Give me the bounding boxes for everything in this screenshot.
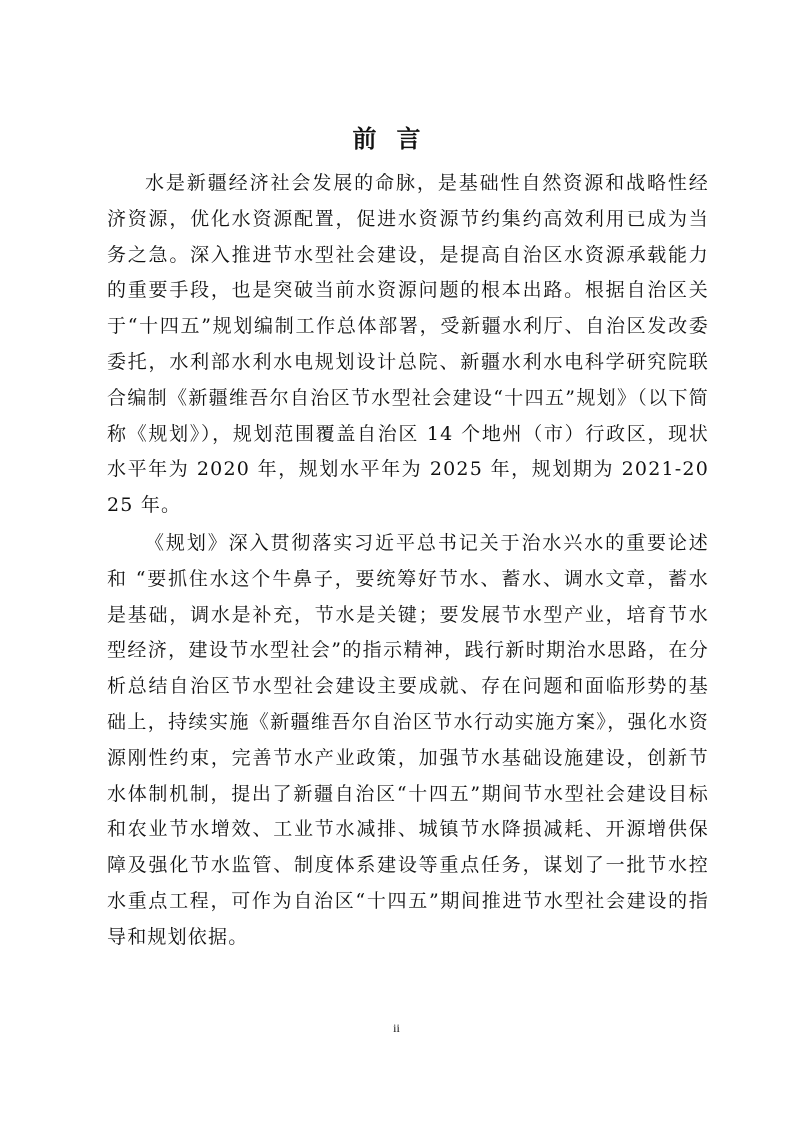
body-text xyxy=(107,166,709,956)
page-number: ii xyxy=(393,1021,400,1035)
page-title: 前言 xyxy=(352,125,441,153)
paragraph-intro: 水是新疆经济社会发展的命脉，是基础性自然资源和战略性经济资源，优化水资源配置，促进水资源节约集约高效利用已成为当务之急。深入推进节水型社会建设，是提高自治区水资源承载能力的重要手段，也是突破当前水资源问题的根本出路。根据自治区关于“十四五”规划编制工作总体部署，受新疆水利厅、自治区发改委委托，水利部水利水电规划设计总院、新疆水利水电科学研究院联合编制《新疆维吾尔自治区节水型社会建设“十四五”规划》（以下简称《规划》），规划范围覆盖自治区 14 个地州（市）行政区，现状水平年为 2020 年，规划水平年为 2025 年，规划期为 2021-2025 年。 xyxy=(107,172,709,517)
paragraph-guidance: 《规划》深入贯彻落实习近平总书记关于治水兴水的重要论述和 “要抓住水这个牛鼻子，要统筹好节水、蓄水、调水文章，蓄水是基础，调水是补充，节水是关键；要发展节水型产业，培育节水型经济，建设节水型社会”的指示精神，践行新时期治水思路，在分析总结自治区节水型社会建设主要成就、存在问题和面临形势的基础上，持续实施《新疆维吾尔自治区节水行动实施方案》，强化水资源刚性约束，完善节水产业政策，加强节水基础设施建设，创新节水体制机制，提出了新疆自治区“十四五”期间节水型社会建设目标和农业节水增效、工业节水减排、城镇节水降损减耗、开源增供保障及强化节水监管、制度体系建设等重点任务，谋划了一批节水控水重点工程，可作为自治区“十四五”期间推进节水型社会建设的指导和规划依据。 xyxy=(107,531,709,948)
